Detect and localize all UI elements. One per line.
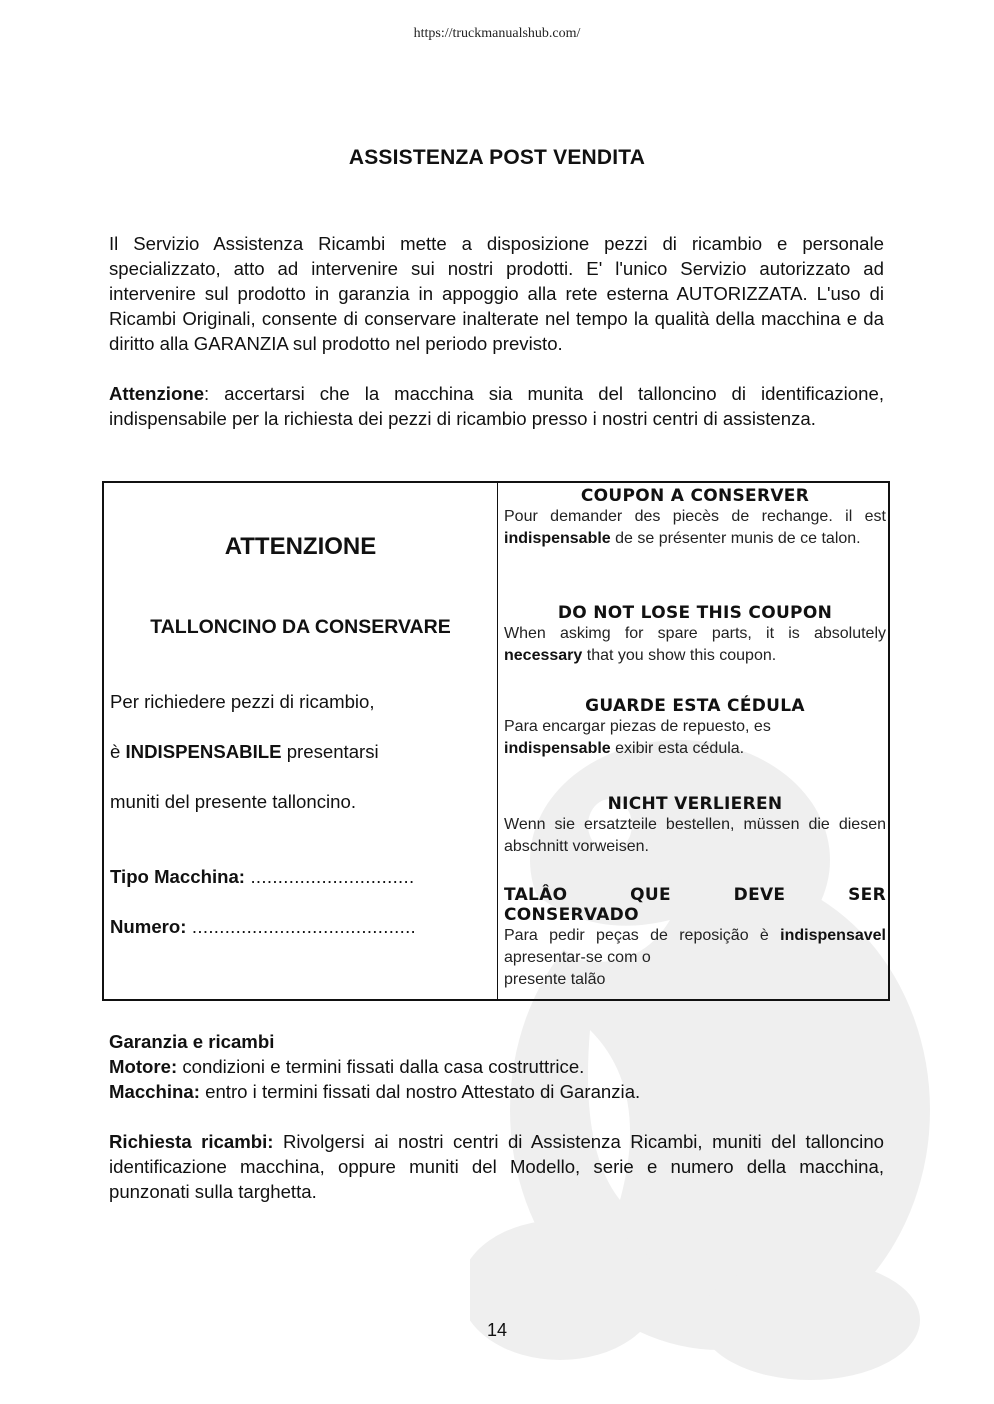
portuguese-text-line-3: presente talão	[504, 971, 606, 988]
warranty-section	[109, 1029, 884, 1104]
portuguese-heading-word-2: QUE	[630, 885, 671, 905]
coupon-spanish	[504, 696, 886, 760]
portuguese-text-post: apresentar-se com o	[504, 949, 651, 966]
coupon-heading: ATTENZIONE	[224, 533, 377, 560]
portuguese-text-pre: Para pedir peças de reposição è	[504, 927, 781, 944]
english-text-pre: When askimg for spare parts, it is absolutely	[504, 625, 886, 642]
coupon-german	[504, 794, 886, 858]
coupon-line-1: Per richiedere pezzi di ricambio,	[110, 691, 375, 712]
coupon-line-3: muniti del presente talloncino.	[110, 791, 356, 812]
french-text	[504, 506, 886, 550]
coupon-line-2-post: presentarsi	[281, 741, 379, 762]
spanish-text-bold: indispensable	[504, 740, 611, 757]
coupon-line-2	[110, 741, 503, 763]
attention-text: : accertarsi che la macchina sia munita del talloncino di identificazione, indispensabile per la richiesta dei pezzi di ricambio presso i nostri centri di assistenza.	[109, 383, 884, 429]
source-url: https://truckmanualshub.com/	[413, 26, 581, 41]
english-text	[504, 623, 886, 667]
coupon-line-2-bold: INDISPENSABILE	[125, 741, 282, 762]
warranty-heading	[109, 1029, 884, 1054]
english-text-bold: necessary	[504, 647, 583, 664]
french-text-bold: indispensable	[504, 530, 611, 547]
serial-number-blank: .........................................	[186, 916, 417, 937]
coupon-box	[102, 481, 890, 1001]
spare-parts-request-text: Rivolgersi ai nostri centri di Assistenza Ricambi, muniti del talloncino identificazione macchina, oppure muniti del Modello, serie e numero della macchina, punzonati sulla targhetta.	[109, 1131, 884, 1202]
attention-paragraph	[109, 381, 884, 431]
portuguese-text-bold: indispensavel	[780, 927, 886, 944]
spanish-text-post: exibir esta cédula.	[610, 740, 745, 757]
serial-number-field	[110, 916, 503, 938]
french-text-post: de se présenter munis de ce talon.	[610, 530, 861, 547]
coupon-subheading: TALLONCINO DA CONSERVARE	[150, 616, 451, 638]
coupon-french	[504, 486, 886, 550]
german-heading: NICHT VERLIEREN	[607, 794, 783, 814]
spare-parts-request-label: Richiesta ricambi:	[109, 1131, 274, 1152]
coupon-portuguese	[504, 885, 886, 991]
warranty-engine-label: Motore:	[109, 1056, 178, 1077]
portuguese-text	[504, 925, 886, 969]
english-text-post: that you show this coupon.	[582, 647, 777, 664]
serial-number-label: Numero:	[110, 916, 187, 937]
coupon-english	[504, 603, 886, 667]
warranty-engine	[109, 1054, 884, 1079]
machine-type-blank: ..............................	[245, 866, 415, 887]
portuguese-heading-line-1	[504, 885, 886, 905]
warranty-engine-text: condizioni e termini fissati dalla casa costruttrice.	[177, 1056, 585, 1077]
french-heading: COUPON A CONSERVER	[580, 486, 810, 506]
german-text: Wenn sie ersatzteile bestellen, müssen die diesen abschnitt vorweisen.	[504, 816, 886, 855]
machine-type-field	[110, 866, 503, 888]
page-number: 14	[486, 1320, 508, 1340]
spanish-heading: GUARDE ESTA CÉDULA	[585, 696, 805, 716]
warranty-machine-label: Macchina:	[109, 1081, 200, 1102]
warranty-machine-text: entro i termini fissati dal nostro Attestato di Garanzia.	[199, 1081, 641, 1102]
french-text-pre: Pour demander des piecès de rechange. il est	[504, 508, 886, 525]
spanish-text-line-2	[504, 738, 886, 760]
portuguese-heading-word-3: DEVE	[733, 885, 786, 905]
attention-label: Attenzione	[109, 383, 205, 404]
page-title: ASSISTENZA POST VENDITA	[348, 146, 646, 169]
english-heading: DO NOT LOSE THIS COUPON	[557, 603, 833, 623]
portuguese-heading-line-2: CONSERVADO	[504, 905, 639, 925]
warranty-heading-text: Garanzia e ricambi	[109, 1031, 275, 1052]
coupon-line-2-pre: è	[110, 741, 126, 762]
spanish-text-line-1: Para encargar piezas de repuesto, es	[504, 718, 771, 735]
machine-type-label: Tipo Macchina:	[110, 866, 245, 887]
spare-parts-request	[109, 1129, 884, 1204]
portuguese-heading-word-4: SER	[848, 885, 886, 905]
portuguese-heading-word-1: TALÂO	[504, 885, 568, 905]
intro-paragraph: Il Servizio Assistenza Ricambi mette a disposizione pezzi di ricambio e personale specializzato, atto ad intervenire sui nostri prodotti. E' l'unico Servizio autorizzato ad intervenire sul prodotto in garanzia in appoggio alla rete esterna AUTORIZZATA. L'uso di Ricambi Originali, consente di conservare inalterate nel tempo la qualità della macchina e da diritto alla GARANZIA sul prodotto nel periodo previsto.	[109, 233, 884, 354]
warranty-machine	[109, 1079, 884, 1104]
